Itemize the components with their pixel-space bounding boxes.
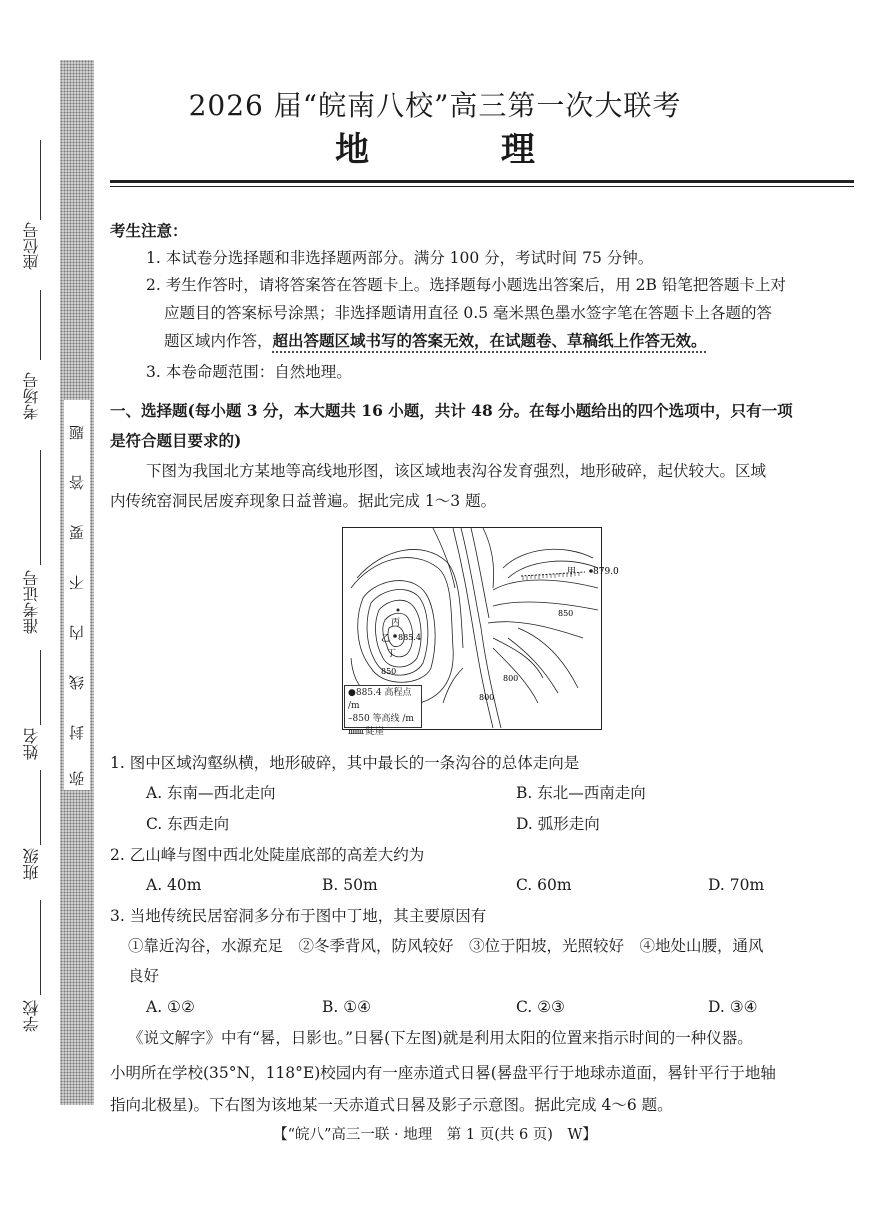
exam-room-line — [40, 290, 41, 360]
notice-item-2b: 应题目的答案标号涂黑；非选择题请用直径 0.5 毫米黑色墨水签字笔在答题卡上各题的答 — [164, 304, 773, 322]
intro-text-cont: 内传统窑洞民居废弃现象日益普遍。据此完成 1～3 题。 — [110, 492, 497, 510]
seal-char: 内 — [68, 625, 86, 640]
seal-char: 封 — [68, 725, 86, 740]
header-rule-thin — [110, 186, 854, 187]
header-rule — [110, 180, 854, 183]
subject-title: 地 理 — [335, 130, 595, 170]
exam-title: 2026 届“皖南八校”高三第一次大联考 — [188, 89, 682, 122]
school-label: 学校 — [22, 1000, 41, 1032]
seal-char: 不 — [68, 575, 86, 590]
legend-cliff: ıııııııı 陡崖 — [348, 727, 384, 737]
map-label-jia: 甲 — [567, 567, 577, 577]
section-heading-cont: 是符合题目要求的) — [110, 431, 242, 450]
q2-stem: 2. 乙山峰与图中西北处陡崖底部的高差大约为 — [110, 846, 425, 864]
q1-option-b: B. 东北—西南走向 — [516, 784, 646, 802]
legend-peak: ●885.4 高程点 /m — [348, 688, 412, 711]
notice-item-1: 1. 本试卷分选择题和非选择题两部分。满分 100 分，考试时间 75 分钟。 — [146, 249, 654, 267]
q3-option-a: A. ①② — [146, 998, 195, 1016]
q1-stem: 1. 图中区域沟壑纵横，地形破碎，其中最长的一条沟谷的总体走向是 — [110, 754, 580, 772]
seal-char: 弥 — [68, 771, 86, 786]
q3-stem: 3. 当地传统民居窑洞多分布于图中丁地，其主要原因有 — [110, 907, 487, 925]
q2-option-d: D. 70m — [708, 876, 765, 894]
map-label-bing: 丙 — [391, 618, 401, 628]
map-label-contour-850-east: 850 — [558, 609, 574, 618]
legend-cliff-label: 陡崖 — [365, 727, 384, 737]
q2-option-a: A. 40m — [146, 876, 202, 894]
class-line — [40, 770, 41, 845]
notice-item-2c — [164, 330, 707, 352]
seal-char: 线 — [68, 675, 86, 690]
q1-option-d: D. 弧形走向 — [516, 815, 600, 833]
q2-option-c: C. 60m — [516, 876, 572, 894]
seal-char: 要 — [68, 525, 86, 540]
map-label-yi-elev: 885.4 — [398, 633, 421, 642]
exam-room-label: 考场号 — [22, 372, 41, 420]
seat-number-label: 座位号 — [22, 222, 41, 270]
map-label-contour-800-east: 800 — [503, 674, 519, 683]
seal-char: 题 — [68, 425, 86, 440]
school-line — [40, 900, 41, 995]
intro-text: 下图为我国北方某地等高线地形图，该区域地表沟谷发育强烈，地形破碎，起伏较大。区域 — [146, 462, 767, 480]
ticket-number-line — [40, 450, 41, 565]
passage-line-2: 小明所在学校(35°N，118°E)校园内有一座赤道式日晷(晷盘平行于地球赤道面，晷针平行于地轴 — [110, 1064, 776, 1082]
q3-statements: ①靠近沟谷，水源充足 ②冬季背风，防风较好 ③位于阳坡，光照较好 ④地处山腰，通风 — [128, 937, 764, 955]
notice-item-2c-emphasis: 超出答题区域书写的答案无效，在试题卷、草稿纸上作答无效。 — [272, 331, 707, 350]
map-label-contour-850-west: 850 — [381, 667, 397, 676]
ticket-number-label: 准考证号 — [22, 570, 41, 634]
class-label: 班级 — [22, 848, 41, 880]
map-label-contour-800-south: 800 — [479, 693, 495, 702]
notice-item-3: 3. 本卷命题范围：自然地理。 — [146, 363, 352, 381]
section-heading: 一、选择题(每小题 3 分，本大题共 16 小题，共计 48 分。在每小题给出的四个选项中，只有一项 — [110, 401, 793, 420]
map-label-ding: 丁 — [387, 649, 397, 659]
map-legend — [344, 685, 422, 737]
legend-contour: –850 等高线 /m — [348, 714, 414, 724]
q3-option-d: D. ③④ — [708, 998, 758, 1016]
seal-char: 答 — [68, 475, 86, 490]
notice-item-2a: 2. 考生作答时，请将答案答在答题卡上。选择题每小题选出答案后，用 2B 铅笔把答题卡上对 — [146, 276, 786, 294]
q3-option-c: C. ②③ — [516, 998, 565, 1016]
notice-heading: 考生注意： — [110, 221, 188, 240]
q3-option-b: B. ①④ — [322, 998, 372, 1016]
name-label: 姓名 — [22, 728, 41, 760]
map-label-yi: 乙 — [381, 634, 391, 644]
notice-item-2c-plain: 题区域内作答， — [164, 332, 273, 350]
passage-line-1: 《说文解字》中有“晷，日影也。”日晷(下左图)就是利用太阳的位置来指示时间的一种仪器。 — [128, 1029, 753, 1047]
q1-option-a: A. 东南—西北走向 — [146, 784, 276, 802]
page-footer: 【“皖八”高三一联 · 地理 第 1 页(共 6 页) W】 — [273, 1127, 597, 1143]
seal-line-column — [64, 400, 90, 790]
name-line — [40, 650, 41, 725]
q1-option-c: C. 东西走向 — [146, 815, 230, 833]
map-label-jia-elev: 879.0 — [593, 567, 619, 577]
q2-option-b: B. 50m — [322, 876, 378, 894]
q3-statements-cont: 良好 — [128, 967, 160, 985]
passage-line-3: 指向北极星)。下右图为该地某一天赤道式日晷及影子示意图。据此完成 4～6 题。 — [110, 1096, 673, 1114]
